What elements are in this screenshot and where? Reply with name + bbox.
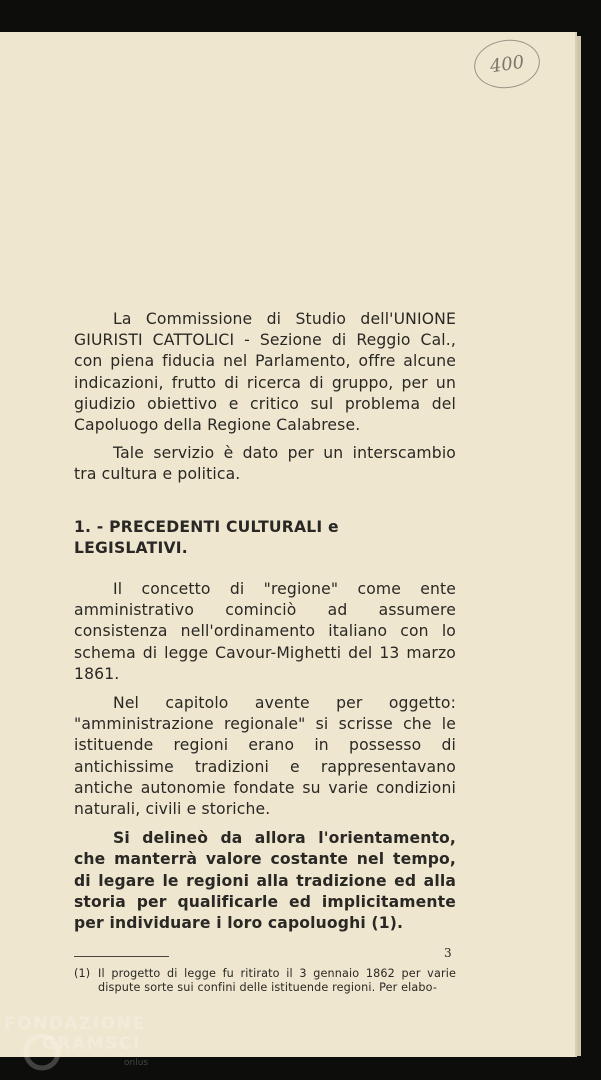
footnote-text: Il progetto di legge fu ritirato il 3 gennaio 1862 per varie dispute sorte sui confini delle istituende regioni. Per elabo- bbox=[98, 967, 456, 995]
body-paragraph-1: Il concetto di "regione" come ente amministrativo cominciò ad assumere consistenza nell'ordinamento italiano con lo schema di legge Cavour-Mighetti del 13 marzo 1861. bbox=[74, 580, 456, 683]
archive-number: 400 bbox=[488, 51, 526, 77]
footnote-divider bbox=[74, 956, 169, 957]
watermark-line-2: GRAMSCI bbox=[42, 1034, 141, 1054]
body-paragraph-2: Nel capitolo avente per oggetto: "amministrazione regionale" si scrisse che le istituende regioni erano in possesso di antichissime tradizioni e rappresentavano antiche autonomie fondate su varie condizioni naturali, civili e storiche. bbox=[74, 694, 456, 819]
bold-paragraph-end: . bbox=[396, 914, 404, 933]
watermark-emblem-icon bbox=[22, 1032, 62, 1072]
footnote-mark: (1) bbox=[74, 967, 91, 981]
watermark-small: onlus bbox=[124, 1058, 149, 1068]
page-edge bbox=[577, 36, 581, 1056]
service-paragraph: Tale servizio è dato per un interscambio tra cultura e politica. bbox=[74, 444, 456, 484]
intro-paragraph: La Commissione di Studio dell'UNIONE GIURISTI CATTOLICI - Sezione di Reggio Cal., con piena fiducia nel Parlamento, offre alcune indicazioni, frutto di ricerca di gruppo, per un giudizio obiettivo e critico sul problema del Capoluogo della Regione Calabrese. bbox=[74, 310, 456, 435]
page-number: 3 bbox=[444, 946, 452, 960]
bold-paragraph bbox=[74, 828, 456, 934]
footnote-reference: (1) bbox=[371, 914, 397, 933]
bold-paragraph-text: Si delineò da allora l'orientamento, che manterrà valore costante nel tempo, di legare le regioni alla tradizione ed alla storia per qualificarle ed implicitamente per individuare i loro capoluoghi bbox=[74, 829, 456, 933]
footnote bbox=[74, 967, 456, 995]
section-heading: 1. - PRECEDENTI CULTURALI e LEGISLATIVI. bbox=[74, 517, 339, 557]
document-body bbox=[74, 309, 456, 995]
watermark-line-1: FONDAZIONE bbox=[4, 1014, 146, 1034]
